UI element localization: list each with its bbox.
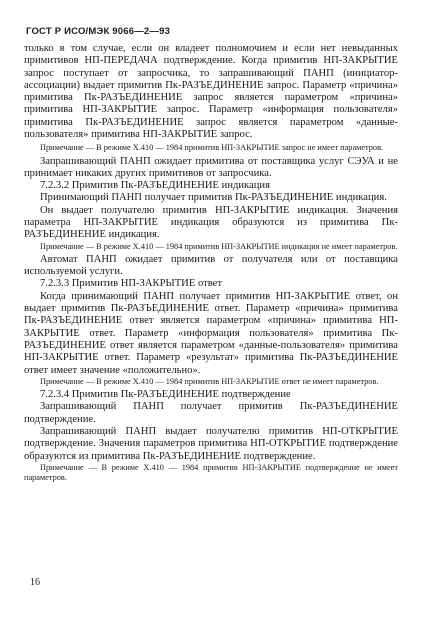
note-close-indication: Примечание — В режиме Х.410 — 1984 примитив НП-ЗАКРЫТИЕ индикация не имеет параметров. [40,241,398,251]
paragraph-issues-indication: Он выдает получателю примитив НП-ЗАКРЫТИЕ индикация. Значения параметра НП-ЗАКРЫТИЕ индикация образуются из примитива Пк-РАЗЪЕДИНЕНИЕ индикация. [24,204,398,241]
paragraph-awaiting: Запрашивающий ПАНП ожидает примитива от поставщика услуг СЭУА и не принимает никаких других примитивов от запросчика. [24,155,398,179]
section-heading-7-2-3-4: 7.2.3.4 Примитив Пк-РАЗЪЕДИНЕНИЕ подтверждение [40,389,291,401]
paragraph-close-response: Когда принимающий ПАНП получает примитив НП-ЗАКРЫТИЕ ответ, он выдает примитив Пк-РАЗЪЕДИНЕНИЕ ответ. Параметр «причина» примитива Пк-РАЗЪЕДИНЕНИЕ ответ является параметром «причина» примитива НП-ЗАКРЫТИЕ ответ. Параметр «информация пользователя» примитива Пк-РАЗЪЕДИНЕНИЕ ответ является параметром «данные-пользователя» примитива НП-ЗАКРЫТИЕ ответ. Параметр «результат» примитива Пк-РАЗЪЕДИНЕНИЕ ответ имеет значение «положительно». [24,290,398,376]
section-heading-7-2-3-3: 7.2.3.3 Примитив НП-ЗАКРЫТИЕ ответ [40,278,223,290]
page-number: 16 [30,577,40,588]
body-text [24,43,398,483]
page-header: ГОСТ Р ИСО/МЭК 9066—2—93 [26,26,171,37]
note-close-request: Примечание — В режиме Х.410 — 1984 примитив НП-ЗАКРЫТИЕ запрос не имеет параметров. [40,143,384,153]
paragraph-issues-confirm: Запрашивающий ПАНП выдает получателю примитив НП-ОТКРЫТИЕ подтверждение. Значения параметров примитива НП-ОТКРЫТИЕ подтверждение образуются из примитива Пк-РАЗЪЕДИНЕНИЕ подтверждение. [24,425,398,462]
paragraph-automaton-waits: Автомат ПАНП ожидает примитив от получателя или от поставщика используемой услуги. [24,253,398,278]
paragraph-receives-indication: Принимающий ПАНП получает примитив Пк-РАЗЪЕДИНЕНИЕ индикация. [40,192,387,204]
paragraph-intro: только в том случае, если он владеет полномочием и если нет невыданных примитивов НП-ПЕРЕДАЧА подтверждение. Когда примитив НП-ЗАКРЫТИЕ запрос поступает от запросчика, то запрашивающий ПАНП (инициатор-ассоциации) выдает примитив Пк-РАЗЪЕДИНЕНИЕ запрос. Параметр «причина» примитива Пк-РАЗЪЕДИНЕНИЕ запрос является параметром «причина» примитива НП-ЗАКРЫТИЕ запрос. Параметр «информация пользователя» примитива Пк-РАЗЪЕДИНЕНИЕ запрос является параметром «данные-пользователя» примитива НП-ЗАКРЫТИЕ запрос. [24,43,398,141]
note-close-confirm: Примечание — В режиме Х.410 — 1984 примитив НП-ЗАКРЫТИЕ подтверждение не имеет параметров. [24,462,398,483]
section-heading-7-2-3-2: 7.2.3.2 Примитив Пк-РАЗЪЕДИНЕНИЕ индикация [40,180,270,192]
paragraph-receives-confirm: Запрашивающий ПАНП получает примитив Пк-РАЗЪЕДИНЕНИЕ подтверждение. [24,401,398,425]
note-close-response: Примечание — В режиме Х.410 — 1984 примитив НП-ЗАКРЫТИЕ ответ не имеет параметров. [40,376,379,386]
